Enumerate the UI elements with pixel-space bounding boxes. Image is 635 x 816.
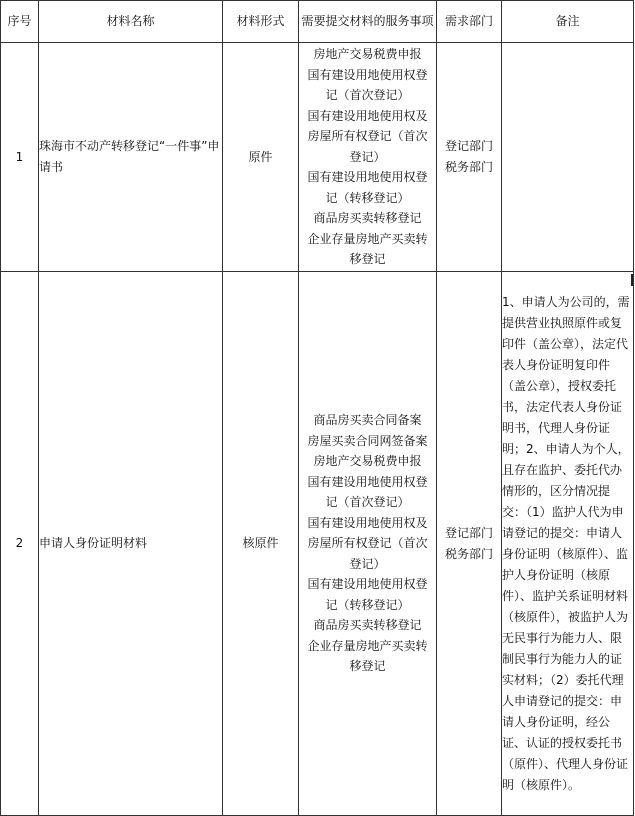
text-cursor-mark bbox=[631, 274, 633, 286]
service-item: 国有建设用地使用权登记（首次登记） bbox=[307, 474, 428, 510]
services-list bbox=[299, 410, 436, 677]
department-item: 税务部门 bbox=[444, 160, 493, 174]
service-item: 商品房买卖转移登记 bbox=[313, 618, 422, 633]
header-department: 需求部门 bbox=[437, 1, 502, 43]
service-item: 企业存量房地产买卖转移登记 bbox=[307, 231, 428, 267]
row-index: 1 bbox=[1, 43, 39, 272]
header-index: 序号 bbox=[1, 1, 39, 43]
service-item: 国有建设用地使用权登记（首次登记） bbox=[307, 67, 428, 103]
service-item: 国有建设用地使用权及房屋所有权登记（首次登记） bbox=[307, 515, 428, 571]
table-header-row bbox=[1, 1, 634, 43]
service-item: 国有建设用地使用权及房屋所有权登记（首次登记） bbox=[307, 108, 428, 164]
row-remark bbox=[502, 43, 634, 272]
service-item: 房地产交易税费申报 bbox=[313, 47, 422, 62]
row-material-form: 核原件 bbox=[223, 272, 299, 816]
row-remark: 1、申请人为公司的，需提供营业执照原件或复印件（盖公章），法定代表人身份证明复印件（盖公章），授权委托书，法定代表人身份证明书，代理人身份证明；2、申请人为个人，且存在监护、委托代办情形的，区分情况提交：（1）监护人代为申请登记的提交：申请人身份证明（核原件）、监护人身份证明（核原件）、监护关系证明材料（核原件），被监护人为无民事行为能力人、限制民事行为能力人的证实材料；（2）委托代理人申请登记的提交：申请人身份证明，经公证、认证的授权委托书（原件）、代理人身份证明（核原件）。 bbox=[502, 272, 634, 816]
row-material-name: 珠海市不动产转移登记“一件事”申请书 bbox=[39, 43, 223, 272]
row-department bbox=[437, 43, 502, 272]
department-item: 登记部门 bbox=[444, 139, 493, 153]
service-item: 房地产交易税费申报 bbox=[313, 454, 422, 469]
header-material-name: 材料名称 bbox=[39, 1, 223, 43]
service-item: 商品房买卖转移登记 bbox=[313, 211, 422, 226]
row-services bbox=[299, 43, 437, 272]
row-material-name: 申请人身份证明材料 bbox=[39, 272, 223, 816]
row-material-form: 原件 bbox=[223, 43, 299, 272]
header-remark: 备注 bbox=[502, 1, 634, 43]
service-item: 国有建设用地使用权登记（转移登记） bbox=[307, 170, 428, 205]
table-row bbox=[1, 272, 634, 816]
row-department bbox=[437, 272, 502, 816]
header-services: 需要提交材料的服务事项 bbox=[299, 1, 437, 43]
table-row bbox=[1, 43, 634, 272]
row-index: 2 bbox=[1, 272, 39, 816]
services-list bbox=[299, 44, 436, 270]
department-item: 登记部门 bbox=[444, 525, 493, 540]
header-material-form: 材料形式 bbox=[223, 1, 299, 43]
service-item: 房屋买卖合同网签备案 bbox=[307, 433, 428, 448]
row-services bbox=[299, 272, 437, 816]
service-item: 商品房买卖合同备案 bbox=[313, 413, 422, 428]
service-item: 企业存量房地产买卖转移登记 bbox=[307, 638, 428, 674]
service-item: 国有建设用地使用权登记（转移登记） bbox=[307, 577, 428, 612]
department-item: 税务部门 bbox=[444, 546, 493, 561]
